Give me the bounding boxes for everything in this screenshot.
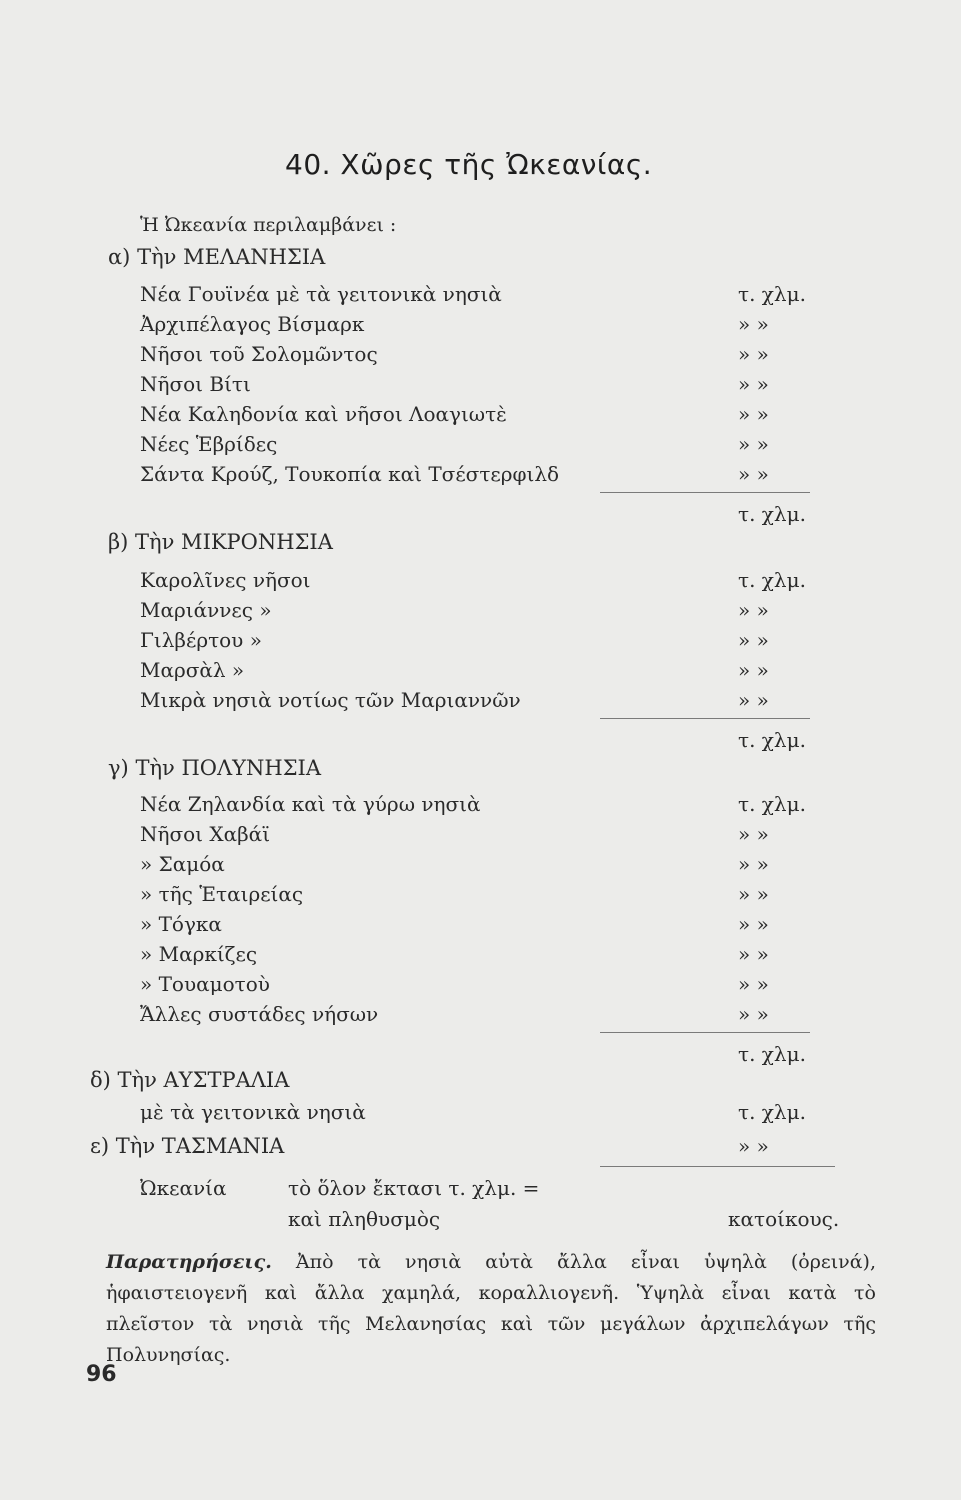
region-name: Νέα Γουϊνέα μὲ τὰ γειτονικὰ νησιὰ <box>140 282 502 306</box>
total-unit: τ. χλμ. <box>738 502 806 526</box>
region-name: » Σαμόα <box>140 852 225 876</box>
notes-paragraph <box>106 1247 876 1371</box>
area-unit: » » <box>738 312 769 336</box>
intro-text: Ἡ Ὠκεανία περιλαμβάνει : <box>140 214 397 236</box>
section-letter: δ) <box>90 1068 111 1092</box>
region-name: Νέα Ζηλανδία καὶ τὰ γύρω νησιὰ <box>140 792 481 816</box>
region-name: Μαριάννες » <box>140 598 272 622</box>
area-unit: » » <box>738 852 769 876</box>
region-name: » Τόγκα <box>140 912 222 936</box>
section-heading-melanesia <box>108 245 325 269</box>
area-unit: » » <box>738 658 769 682</box>
region-name: Νῆσοι τοῦ Σολομῶντος <box>140 342 378 366</box>
area-unit: τ. χλμ. <box>738 282 806 306</box>
sum-rule <box>600 492 810 493</box>
area-unit: » » <box>738 1134 769 1158</box>
summary-label: Ὠκεανία <box>140 1176 227 1200</box>
section-heading-polynesia <box>108 756 321 780</box>
area-unit: » » <box>738 342 769 366</box>
notes-text: Ἀπὸ τὰ νησιὰ αὐτὰ ἄλλα εἶναι ὑψηλὰ (ὀρεινά), ἡφαιστειογενῆ καὶ ἄλλα χαμηλά, κοραλλιογενῆ. Ὑψηλὰ εἶναι κατὰ τὸ πλεῖστον τὰ νησιὰ τῆς Μελανησίας καὶ τῶν μεγάλων ἀρχιπελάγων τῆς Πολυνησίας. <box>106 1251 876 1366</box>
region-name: Νῆσοι Χαβάϊ <box>140 822 271 846</box>
region-name: Καρολῖνες νῆσοι <box>140 568 311 592</box>
region-name: Νέες Ἑβρίδες <box>140 432 278 456</box>
area-unit: » » <box>738 372 769 396</box>
page-number: 96 <box>86 1362 117 1387</box>
region-name: » τῆς Ἑταιρείας <box>140 882 304 906</box>
section-letter: α) <box>108 245 131 269</box>
area-unit: τ. χλμ. <box>738 568 806 592</box>
area-unit: » » <box>738 972 769 996</box>
region-name: Σάντα Κρούζ, Τουκοπία καὶ Τσέστερφιλδ <box>140 462 560 486</box>
section-title: Τὴν ΜΕΛΑΝΗΣΙΑ <box>137 245 326 269</box>
area-unit: » » <box>738 462 769 486</box>
area-unit: » » <box>738 912 769 936</box>
region-name: Γιλβέρτου » <box>140 628 262 652</box>
region-name: Ἀρχιπέλαγος Βίσμαρκ <box>140 312 365 336</box>
sum-rule <box>600 1166 835 1167</box>
section-heading-micronesia <box>108 530 333 554</box>
area-unit: τ. χλμ. <box>738 792 806 816</box>
area-unit: » » <box>738 1002 769 1026</box>
region-name: Μικρὰ νησιὰ νοτίως τῶν Μαριαννῶν <box>140 688 521 712</box>
sum-rule <box>600 1032 810 1033</box>
region-name: μὲ τὰ γειτονικὰ νησιὰ <box>140 1100 366 1124</box>
area-unit: » » <box>738 628 769 652</box>
section-heading-tasmania <box>90 1132 284 1160</box>
section-letter: β) <box>108 530 129 554</box>
area-unit: » » <box>738 432 769 456</box>
area-unit: » » <box>738 402 769 426</box>
region-name: Μαρσὰλ » <box>140 658 245 682</box>
section-letter: ε) <box>90 1134 110 1158</box>
total-unit: τ. χλμ. <box>738 728 806 752</box>
section-title: Τὴν ΠΟΛΥΝΗΣΙΑ <box>135 756 322 780</box>
section-letter: γ) <box>108 756 129 780</box>
total-unit: τ. χλμ. <box>738 1042 806 1066</box>
region-name: » Τουαμοτοὺ <box>140 972 270 996</box>
area-unit: » » <box>738 882 769 906</box>
area-unit: τ. χλμ. <box>738 1100 806 1124</box>
sum-rule <box>600 718 810 719</box>
notes-label: Παρατηρήσεις. <box>106 1251 272 1273</box>
area-unit: » » <box>738 688 769 712</box>
area-unit: » » <box>738 942 769 966</box>
summary-area-label: τὸ ὅλον ἔκτασι τ. χλμ. = <box>288 1176 540 1200</box>
section-title: Τὴν ΤΑΣΜΑΝΙΑ <box>115 1134 285 1158</box>
summary-pop-label: καὶ πληθυσμὸς <box>288 1207 441 1231</box>
region-name: Νέα Καληδονία καὶ νῆσοι Λοαγιωτὲ <box>140 402 507 426</box>
section-title: Τὴν ΜΙΚΡΟΝΗΣΙΑ <box>135 530 333 554</box>
page-title: 40. Χῶρες τῆς Ὠκεανίας. <box>285 148 653 181</box>
summary-pop-unit: κατοίκους. <box>728 1207 840 1231</box>
region-name: Νῆσοι Βίτι <box>140 372 251 396</box>
section-heading-australia <box>90 1068 289 1092</box>
area-unit: » » <box>738 598 769 622</box>
section-title: Τὴν ΑΥΣΤΡΑΛΙΑ <box>117 1068 290 1092</box>
area-unit: » » <box>738 822 769 846</box>
region-name: » Μαρκίζες <box>140 942 258 966</box>
region-name: Ἄλλες συστάδες νήσων <box>140 1002 379 1026</box>
